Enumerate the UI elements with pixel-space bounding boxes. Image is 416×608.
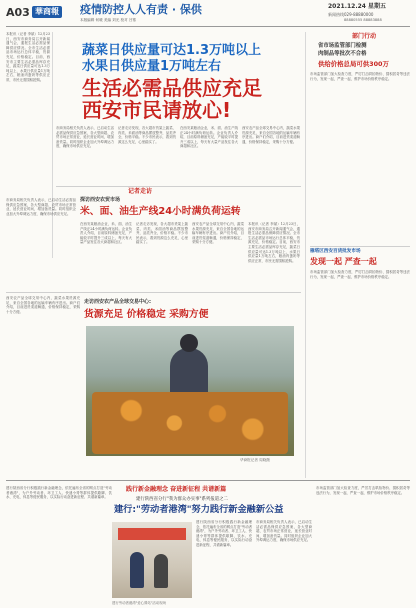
mid-kicker: 记者走访: [128, 188, 153, 195]
right-kicker: 部门行动: [352, 33, 377, 40]
article-left-top: 本报讯（记者 李斌）12月23日，西安市商务局召开新闻通气会，通报生活必需品保障供应情况。全市生活必需品市场运行总体平稳，货源充足，价格稳定。目前，西安市主要生活必需品库存充足，蔬菜日供应量可达1.3万吨以上，水果日供应量1万吨左右，粮油肉蛋奶等供应正常，市民无需囤积抢购。: [6, 32, 50, 82]
photo-person-1: [130, 552, 144, 588]
lead-deck-1: 蔬菜日供应量可达1.3万吨以上: [82, 43, 262, 58]
lead-deck-2: 水果日供应量1万吨左右: [82, 59, 222, 74]
photo-banner: [118, 528, 186, 540]
bottom-photo-caption: 建行劳动者港湾"爱心驿站"活动现场: [112, 601, 166, 605]
right-headline-3: 供给价格总局可供300万: [318, 60, 389, 68]
right-tag-2: 雁塔区西安百货批发市场: [310, 249, 361, 254]
mid-body-col-3: 西安农产品全球交易中心内，蔬菜水果货源充足，来自全国各地的运输车辆有序进出。商户们介绍，目前进货渠道畅通，价格保持稳定，采购十分方便。: [192, 222, 244, 245]
market-photo-caption: 华商报记者 周晓摄: [240, 458, 270, 462]
photo-person-2: [154, 554, 168, 588]
editor-line: 本版编辑 何暖 美编 刘光 校对 吕骞: [80, 18, 137, 22]
bottom-headline: 建行:"劳动者港湾"努力践行新金融新公益: [114, 504, 284, 515]
lead-body-col-1: 市商务局相关负责人表示，已启动生活必需品保供应急预案，各大型商超、农贸市场正常营业，延长营业时间，增加备货量。同时组织企业加大外埠调运力度，确保市场供应充足。: [56, 126, 114, 149]
hotline: 新闻热线029-88880000: [328, 12, 374, 17]
lead-headline-1: 生活必需品供应充足: [82, 76, 262, 100]
left-market-article: 西安农产品全球交易中心内，蔬菜水果货源充足，来自全国各地的运输车辆有序进出。商户们介绍，目前进货渠道畅通，价格保持稳定，采购十分方便。: [6, 296, 80, 314]
mid-body-col-4: 本报讯（记者 李斌）12月23日，西安市商务局召开新闻通气会，通报生活必需品保障供应情况。全市生活必需品市场运行总体平稳，货源充足，价格稳定。目前，西安市主要生活必需品库存充足，蔬菜日供应量可达1.3万吨以上，水果日供应量1万吨左右，粮油肉蛋奶等供应正常，市民无需囤积抢购。: [248, 222, 300, 263]
market-photo: [86, 326, 294, 456]
right-headline-2: 肉制品等批次不合格: [318, 51, 367, 57]
mid-body-col-2: 记者走访发现，各大超市货架上蔬菜、肉类、米面油等商品摆放整齐，品类齐全，价格平稳。不少市民表示，看到货源这么充足，心里踏实了。: [136, 222, 188, 245]
bottom-left-article: 建行陕西省分行积极践行新金融理念，依托遍布全省的网点打造"劳动者港湾"，为户外劳动者、环卫工人、快递小哥等群体提供歇脚、饮水、充电、休息等便民服务，以实际行动奋进新征程、共谱新篇章。: [6, 486, 112, 500]
right-headline-4: 发现一起 严查一起: [310, 257, 377, 266]
market-subhead: 走访西安农产品全球交易中心:: [84, 299, 152, 305]
bottom-series: 建行陕西省分行"我为群众办实事"系列报道之二: [136, 497, 228, 502]
market-headline: 货源充足 价格稳定 采购方便: [84, 309, 209, 320]
bottom-col-2: 市商务局相关负责人表示，已启动生活必需品保供应急预案，各大型商超、农贸市场正常营业，延长营业时间，增加备货量。同时组织企业加大外埠调运力度，确保市场供应充足。: [256, 520, 312, 543]
paper-logo: [32, 6, 62, 18]
phone-extra: 88880555 88883888: [344, 18, 382, 22]
left-mid-article: 市商务局相关负责人表示，已启动生活必需品保供应急预案，各大型商超、农贸市场正常营业，延长营业时间，增加备货量。同时组织企业加大外埠调运力度，确保市场供应充足。: [6, 198, 76, 216]
bottom-col-3: 市场监管部门加大检查力度，严厉打击哄抬物价、囤积居奇等违法行为，发现一起，严查一起，维护市场价格秩序稳定。: [316, 486, 410, 495]
mid-headline: 米、面、油生产线24小时满负荷运转: [80, 206, 241, 217]
masthead-rule: [6, 26, 410, 27]
mid-body-col-1: 在西安某粮油企业，米、面、油生产线正24小时满负荷运转。企业负责人介绍，目前原料储备充足，产能较平时提升三成以上，每天有大量产品发往各大商超和社区。: [80, 222, 132, 245]
issue-date: 2021.12.24 星期五: [328, 3, 387, 10]
right-article-1: 市场监管部门加大检查力度，严厉打击哄抬物价、囤积居奇等违法行为，发现一起，严查一起，维护市场价格秩序稳定。: [310, 72, 410, 81]
mid-subhead: 探访西安农贸市场: [80, 197, 121, 203]
lead-body-col-3: 在西安某粮油企业，米、面、油生产线正24小时满负荷运转。企业负责人介绍，目前原料储备充足，产能较平时提升三成以上，每天有大量产品发往各大商超和社区。: [180, 126, 238, 149]
paper-name: 華商報: [35, 7, 59, 16]
masthead: [0, 0, 416, 28]
right-article-2: 市场监管部门加大检查力度，严厉打击哄抬物价、囤积居奇等违法行为，发现一起，严查一起，维护市场价格秩序稳定。: [310, 270, 410, 279]
lead-body-col-2: 记者走访发现，各大超市货架上蔬菜、肉类、米面油等商品摆放整齐，品类齐全，价格平稳。不少市民表示，看到货源这么充足，心里踏实了。: [118, 126, 176, 144]
bottom-kicker: 践行新金融理念 奋进新征程 共谱新篇: [126, 486, 227, 493]
mid-top-rule: [56, 186, 301, 187]
bottom-photo: [112, 522, 192, 598]
section-title: 疫情防控人人有责 · 保供: [80, 3, 202, 16]
photo-vendor-head: [180, 334, 198, 352]
right-column-rule: [305, 32, 306, 478]
right-headline-1: 省市场监管部门检测: [318, 43, 367, 49]
lead-headline-2: 西安市民请放心!: [82, 98, 232, 122]
bottom-col-1: 建行陕西省分行积极践行新金融理念，依托遍布全省的网点打造"劳动者港湾"，为户外劳动者、环卫工人、快递小哥等群体提供歇脚、饮水、充电、休息等便民服务，以实际行动奋进新征程、共谱新篇章。: [196, 520, 252, 547]
bottom-top-rule: [6, 480, 410, 481]
lead-body-col-4: 西安农产品全球交易中心内，蔬菜水果货源充足，来自全国各地的运输车辆有序进出。商户们介绍，目前进货渠道畅通，价格保持稳定，采购十分方便。: [242, 126, 300, 144]
page-code: A03: [6, 6, 30, 19]
right-divider: [310, 246, 410, 247]
market-top-rule: [6, 292, 301, 293]
photo-fruit-crate: [92, 392, 288, 454]
